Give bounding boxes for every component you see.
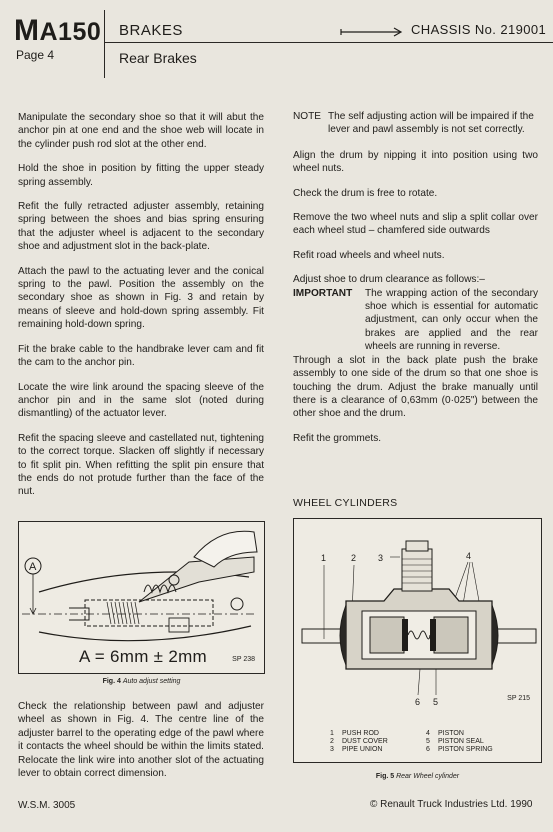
- section-title: BRAKES: [119, 22, 183, 39]
- header-divider-vertical: [104, 10, 105, 78]
- legend-item: 3 PIPE UNION: [330, 746, 383, 753]
- footer-manual-ref: W.S.M. 3005: [18, 800, 76, 811]
- note-label: NOTE: [293, 111, 322, 122]
- arrow-right-icon: [340, 27, 404, 37]
- callout-1: 1: [321, 553, 327, 563]
- paragraph: Refit the spacing sleeve and castellated nut, tightening to the correct torque. Slacken off slightly if necessary to fit split pin. When refitting the split pin ensure that the ends do not protude further than the face of the nut.: [18, 432, 264, 498]
- page-number: Page 4: [16, 48, 55, 62]
- figure-caption: Fig. 4 Auto adjust setting: [102, 678, 181, 685]
- paragraph: Locate the wire link around the spacing sleeve of the anchor pin and in the same slot (noted during dismantling) of the actuator lever.: [18, 381, 264, 420]
- legend-right: [426, 730, 493, 754]
- legend-item: 4 PISTON: [426, 730, 464, 737]
- callout-6: 6: [415, 697, 421, 707]
- important-label: IMPORTANT: [293, 287, 353, 299]
- figure-auto-adjust: [18, 521, 265, 674]
- dimension-a-label: A: [29, 561, 37, 573]
- paragraph: Remove the two wheel nuts and slip a split collar over each wheel stud – chamfered side outwards: [293, 212, 538, 237]
- dimension-tolerance: A = 6mm ± 2mm: [79, 647, 208, 666]
- legend-item: 2 DUST COVER: [330, 738, 388, 745]
- figure-caption: Fig. 5 Rear Wheel cylinder: [375, 773, 460, 780]
- paragraph: Refit the grommets.: [293, 432, 382, 444]
- legend-item: 1 PUSH ROD: [330, 730, 379, 737]
- figure-reference: SP 215: [507, 695, 530, 702]
- note-text: The self adjusting action will be impaired if the lever and pawl assembly is not set correctly.: [328, 111, 534, 136]
- paragraph: Check the drum is free to rotate.: [293, 187, 438, 199]
- subsection-title: Rear Brakes: [119, 50, 197, 66]
- footer-copyright: © Renault Truck Industries Ltd. 1990: [370, 799, 533, 810]
- paragraph: Align the drum by nipping it into position using two wheel nuts.: [293, 149, 538, 175]
- paragraph: Attach the pawl to the actuating lever and the conical spring to the pawl. Position the assembly on the secondary shoe as shown in Fig. 3 and retain by means of sleeve and hold-down spring assembly. Fit remaining hold-down spring.: [18, 265, 264, 331]
- figure-wheel-cylinder: [293, 518, 542, 763]
- callout-2: 2: [351, 553, 357, 563]
- important-text: The wrapping action of the secondary shoe which is essential for automatic adjustment, can only occur when the brakes are applied and the rear wheels are running in reverse.: [365, 287, 538, 353]
- right-column: [293, 110, 538, 456]
- paragraph: Hold the shoe in position by fitting the upper steady spring assembly.: [18, 163, 264, 188]
- note-block: [293, 110, 538, 137]
- manual-code: MA150: [14, 14, 102, 47]
- left-column: [18, 111, 264, 510]
- adjuster-check-paragraph: Check the relationship between pawl and adjuster wheel as shown in Fig. 4. The centre line of the adjuster barrel to the operating edge of the pawl where it contacts the wheel should be within the limits stated. Relocate the link wire into another slot of the actuating lever to obtain correct dimension.: [18, 701, 264, 780]
- callout-5: 5: [433, 697, 439, 707]
- paragraph: Refit road wheels and wheel nuts.: [293, 249, 445, 261]
- paragraph: Through a slot in the back plate push the brake assembly to one side of the drum so that one shoe is touching the drum. Adjust the brake manually until there is a clearance of 0,63mm (0·025") between the other shoe and the drum.: [293, 354, 538, 420]
- header-divider-horizontal: [104, 42, 553, 43]
- paragraph: Refit the fully retracted adjuster assembly, retaining spring between the shoes and bias spring ensuring that the adjuster wheel is adjacent to the secondary shoe and adjustment slot in the back-plate.: [18, 201, 264, 253]
- paragraph: Manipulate the secondary shoe so that it will abut the anchor pin at one end and the shoe web will locate in the cylinder push rod slot at the other end.: [18, 112, 264, 150]
- legend-item: 6 PISTON SPRING: [426, 746, 493, 753]
- legend-left: [330, 730, 388, 754]
- callout-3: 3: [378, 553, 384, 563]
- callout-4: 4: [466, 551, 472, 561]
- wheel-cylinder-illustration: [294, 519, 541, 762]
- chassis-number: CHASSIS No. 219001: [411, 22, 547, 37]
- legend-item: 5 PISTON SEAL: [426, 738, 484, 745]
- figure-reference: SP 238: [232, 656, 255, 663]
- paragraph: Fit the brake cable to the handbrake lever cam and fit the cam to the anchor pin.: [18, 343, 264, 369]
- adjust-intro: Adjust shoe to drum clearance as follows:–: [293, 274, 485, 286]
- wheel-cylinders-heading: WHEEL CYLINDERS: [293, 497, 398, 509]
- important-block: [293, 287, 538, 354]
